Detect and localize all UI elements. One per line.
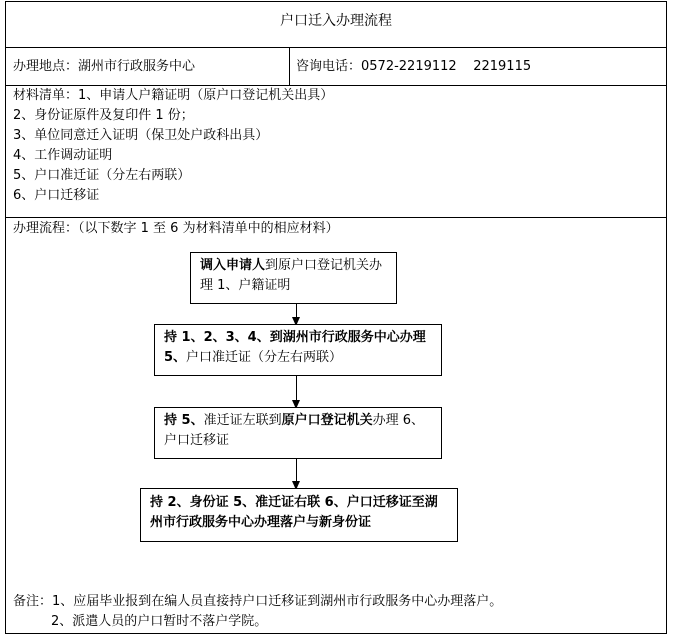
phone-label: 咨询电话： bbox=[296, 59, 362, 74]
process-label: 办理流程：（以下数字 1 至 6 为材料清单中的相应材料） bbox=[13, 221, 339, 236]
note-item: 2、派遣人员的户口暂时不落户学院。 bbox=[51, 614, 268, 629]
phone-value: 0572-2219112 2219115 bbox=[361, 59, 532, 74]
divider bbox=[6, 217, 666, 218]
step-text: 准迁证左联到 bbox=[203, 413, 282, 428]
phone-cell bbox=[296, 57, 531, 77]
step-text: 办理 6、户口迁移证 bbox=[164, 413, 425, 448]
flow-arrow bbox=[296, 304, 297, 325]
note-item: 备注：1、应届毕业报到在编人员直接持户口迁移证到湖州市行政服务中心办理落户。 bbox=[13, 594, 503, 609]
location-label: 办理地点： bbox=[13, 59, 79, 74]
divider bbox=[289, 47, 290, 85]
location-cell bbox=[13, 57, 195, 77]
flow-arrow bbox=[296, 376, 297, 408]
flow-arrow bbox=[296, 459, 297, 489]
flow-step-2 bbox=[154, 324, 442, 376]
divider bbox=[6, 47, 666, 48]
process-table bbox=[5, 1, 667, 634]
flow-step-3 bbox=[154, 407, 442, 459]
materials-item: 6、户口迁移证 bbox=[13, 188, 100, 203]
materials-item: 5、户口准迁证（分左右两联） bbox=[13, 168, 191, 183]
location-value: 湖州市行政服务中心 bbox=[78, 59, 196, 74]
materials-item: 材料清单：1、申请人户籍证明（原户口登记机关出具） bbox=[13, 88, 334, 103]
step-bold-text: 持 5、 bbox=[164, 413, 204, 428]
materials-item: 3、单位同意迁入证明（保卫处户政科出具） bbox=[13, 128, 269, 143]
step-bold-text: 持 1、2、3、4、到湖州市行政服务中心办理 5、 bbox=[164, 330, 426, 365]
step-bold-text: 持 2、身份证 5、准迁证右联 6、户口迁移证至湖州市行政服务中心办理落户与新身份证 bbox=[150, 495, 438, 530]
materials-item: 2、身份证原件及复印件 1 份； bbox=[13, 108, 194, 123]
flow-step-4 bbox=[140, 488, 458, 542]
step-text: 到原户口登记机关办理 1、户籍证明 bbox=[200, 258, 383, 293]
step-text: 户口准迁证（分左右两联） bbox=[186, 350, 343, 365]
materials-item: 4、工作调动证明 bbox=[13, 148, 113, 163]
page-title: 户口迁入办理流程 bbox=[280, 13, 392, 29]
step-bold-text: 调入申请人 bbox=[200, 258, 266, 273]
step-bold-text: 原户口登记机关 bbox=[281, 413, 373, 428]
flow-step-1 bbox=[190, 252, 397, 304]
